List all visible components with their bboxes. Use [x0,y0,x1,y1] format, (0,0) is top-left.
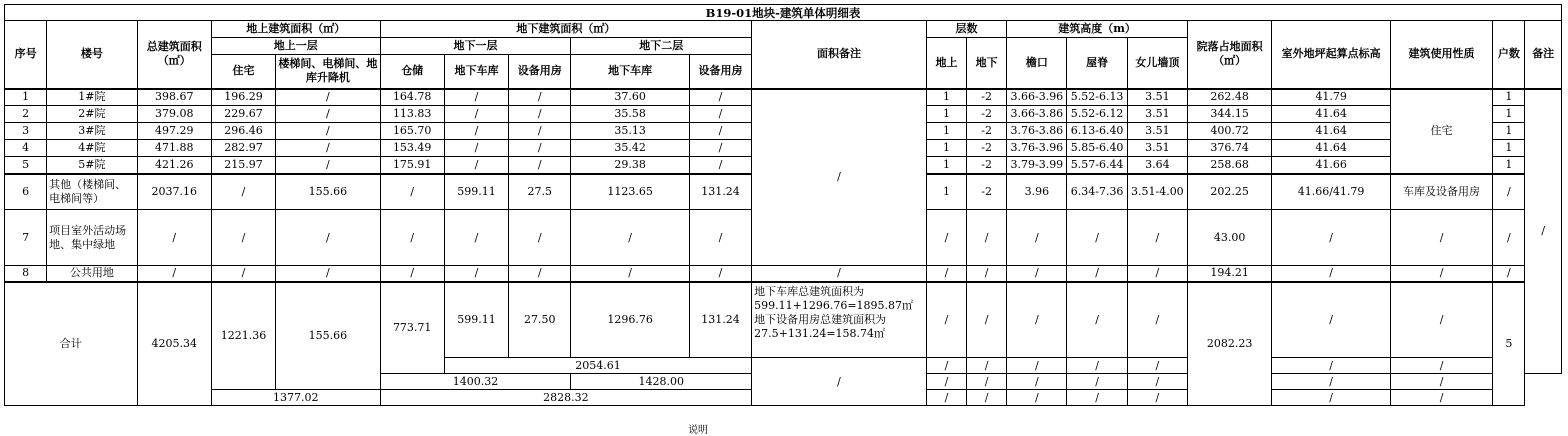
total-area: 4205.34 [137,282,211,406]
header-b2: 地下二层 [571,38,752,55]
cell-yard: 344.15 [1187,106,1271,123]
cell-elev: 41.66 [1272,157,1391,174]
total-ridge: / [1067,282,1127,358]
cell-total: 421.26 [137,157,211,174]
cell-b1-equipment: / [509,266,571,282]
cell-total: 2037.16 [137,174,211,210]
total-households: 5 [1493,282,1525,406]
building-detail-table [4,4,1562,406]
subtotal-b2: 1428.00 [571,374,752,390]
header-b1-garage: 地下车库 [444,55,508,89]
cell-b2-garage: 35.13 [571,123,690,140]
cell-b2-garage: 35.58 [571,106,690,123]
header-area-notes: 面积备注 [752,21,927,89]
cell-seq: 3 [5,123,47,140]
subtotal-slash: / [1127,390,1187,406]
cell-seq: 6 [5,174,47,210]
cell-b1-equipment: / [509,106,571,123]
subtotal-above: 1377.02 [211,390,380,406]
cell-residential: 215.97 [211,157,275,174]
cell-b2-equipment: / [689,266,751,282]
cell-total: / [137,210,211,266]
subtotal-slash: / [1127,358,1187,374]
total-stair: 155.66 [276,282,380,390]
header-b2-equipment: 设备用房 [689,55,751,89]
cell-eave: / [1007,266,1067,282]
cell-residential: / [211,210,275,266]
cell-yard: 376.74 [1187,140,1271,157]
subtotal-below: 2828.32 [380,390,752,406]
table-row [5,266,1562,282]
cell-b2-equipment: 131.24 [689,174,751,210]
subtotal-slash: / [1007,374,1067,390]
cell-remarks: / [1525,89,1562,374]
cell-b1-equipment: / [509,140,571,157]
cell-storage: / [380,266,444,282]
cell-households: 1 [1493,89,1525,106]
cell-residential: 229.67 [211,106,275,123]
cell-residential: / [211,174,275,210]
cell-storage: / [380,210,444,266]
cell-use: / [1390,266,1492,282]
total-yard: 2082.23 [1187,282,1271,406]
cell-ridge: / [1067,266,1127,282]
cell-name: 5#院 [47,157,137,174]
subtotal-slash: / [1007,390,1067,406]
cell-residential: 196.29 [211,89,275,106]
cell-floors-below: / [967,266,1007,282]
cell-floors-below: -2 [967,123,1007,140]
subtotal-slash: / [1390,390,1492,406]
cell-households: / [1493,174,1525,210]
subtotal-slash: / [1007,358,1067,374]
header-use: 建筑使用性质 [1390,21,1492,89]
header-outdoor-elev: 室外地坪起算点标高 [1272,21,1391,89]
header-households: 户数 [1493,21,1525,89]
header-residential: 住宅 [211,55,275,89]
cell-households: 1 [1493,123,1525,140]
cell-b2-garage: / [571,210,690,266]
cell-floors-above: 1 [926,123,966,140]
subtotal-slash: / [926,358,966,374]
cell-b1-garage: / [444,140,508,157]
cell-floors-below: -2 [967,157,1007,174]
cell-name: 项目室外活动场地、集中绿地 [47,210,137,266]
cell-ridge: 5.52-6.13 [1067,89,1127,106]
cell-b2-equipment: / [689,157,751,174]
table-title: B19-01地块-建筑单体明细表 [5,5,1562,21]
cell-total: 497.29 [137,123,211,140]
cell-storage: 164.78 [380,89,444,106]
cell-b1-garage: / [444,89,508,106]
cell-b2-garage: / [571,266,690,282]
header-b2-garage: 地下车库 [571,55,690,89]
header-floors-above: 地上 [926,38,966,89]
subtotal-slash: / [926,390,966,406]
cell-parapet: 3.64 [1127,157,1187,174]
cell-households: 1 [1493,157,1525,174]
cell-seq: 4 [5,140,47,157]
cell-b2-garage: 29.38 [571,157,690,174]
subtotal-slash: / [926,374,966,390]
header-total-area: 总建筑面积（㎡） [137,21,211,89]
cell-eave: 3.76-3.86 [1007,123,1067,140]
cell-total: / [137,266,211,282]
cell-elev: / [1272,210,1391,266]
cell-b1-equipment: / [509,157,571,174]
total-eave: / [1007,282,1067,358]
cell-households: 1 [1493,106,1525,123]
cell-floors-below: -2 [967,89,1007,106]
cell-storage: 113.83 [380,106,444,123]
header-yard-area: 院落占地面积（㎡） [1187,21,1271,89]
cell-ridge: / [1067,210,1127,266]
cell-total: 379.08 [137,106,211,123]
cell-stair: / [276,210,380,266]
cell-seq: 7 [5,210,47,266]
cell-stair: / [276,140,380,157]
subtotal-slash: / [1390,374,1492,390]
cell-b2-garage: 35.42 [571,140,690,157]
header-stair-elev: 楼梯间、电梯间、地库升降机 [276,55,380,89]
cell-yard: 194.21 [1187,266,1271,282]
cell-seq: 1 [5,89,47,106]
cell-elev: 41.64 [1272,106,1391,123]
total-storage: 773.71 [380,282,444,374]
cell-elev: / [1272,266,1391,282]
cell-stair: / [276,89,380,106]
header-above-area: 地上建筑面积（㎡） [211,21,380,38]
cell-seq: 8 [5,266,47,282]
subtotal-slash: / [1272,390,1391,406]
cell-parapet: 3.51 [1127,123,1187,140]
total-use: / [1390,282,1492,358]
cell-parapet: / [1127,266,1187,282]
cell-elev: 41.64 [1272,140,1391,157]
cell-ridge: 5.52-6.12 [1067,106,1127,123]
cell-stair: / [276,106,380,123]
total-parapet: / [1127,282,1187,358]
cell-b1-equipment: / [509,210,571,266]
header-b1: 地下一层 [380,38,571,55]
cell-b1-garage: / [444,266,508,282]
subtotal-slash: / [1127,374,1187,390]
header-parapet: 女儿墙顶 [1127,38,1187,89]
cell-yard: 43.00 [1187,210,1271,266]
cell-b1-garage: / [444,157,508,174]
total-b2-equipment: 131.24 [689,282,751,358]
total-elev: / [1272,282,1391,358]
cell-elev: 41.66/41.79 [1272,174,1391,210]
cell-name: 4#院 [47,140,137,157]
cell-storage: 175.91 [380,157,444,174]
header-floors-below: 地下 [967,38,1007,89]
cell-households: 1 [1493,140,1525,157]
total-floors-below: / [967,282,1007,358]
cell-eave: 3.76-3.96 [1007,140,1067,157]
cell-stair: / [276,266,380,282]
total-label: 合计 [5,282,138,406]
subtotal-slash: / [967,390,1007,406]
subtotal-slash: / [1390,358,1492,374]
total-area-notes: 地下车库总建筑面积为599.11+1296.76=1895.87㎡ 地下设备用房总建筑面积为27.5+131.24=158.74㎡ [752,282,927,358]
cell-eave: 3.96 [1007,174,1067,210]
cell-b2-equipment: / [689,140,751,157]
cell-b1-garage: / [444,106,508,123]
subtotal-garage: 2054.61 [444,358,751,374]
subtotal-slash: / [967,374,1007,390]
cell-storage: / [380,174,444,210]
cell-residential: 296.46 [211,123,275,140]
cell-floors-above: 1 [926,140,966,157]
cell-b1-garage: / [444,210,508,266]
cell-eave: 3.66-3.96 [1007,89,1067,106]
cell-b1-garage: / [444,123,508,140]
header-height: 建筑高度（m） [1007,21,1188,38]
cell-use: 车库及设备用房 [1390,174,1492,210]
cell-floors-above: 1 [926,106,966,123]
header-storage: 仓储 [380,55,444,89]
header-floors: 层数 [926,21,1006,38]
cell-floors-above: 1 [926,174,966,210]
cell-seq: 5 [5,157,47,174]
cell-parapet: 3.51 [1127,89,1187,106]
total-row [5,282,1562,358]
cell-floors-below: / [967,210,1007,266]
cell-yard: 258.68 [1187,157,1271,174]
cell-storage: 165.70 [380,123,444,140]
cell-b2-garage: 37.60 [571,89,690,106]
cell-floors-below: -2 [967,174,1007,210]
header-building-no: 楼号 [47,21,137,89]
detail-table-sheet [4,4,1562,406]
cell-b2-equipment: / [689,123,751,140]
cell-parapet: / [1127,210,1187,266]
cell-eave: 3.66-3.86 [1007,106,1067,123]
cell-b1-garage: 599.11 [444,174,508,210]
cell-b2-equipment: / [689,210,751,266]
cell-eave: 3.79-3.99 [1007,157,1067,174]
header-ridge: 屋脊 [1067,38,1127,89]
cell-residential: 282.97 [211,140,275,157]
total-b2-garage: 1296.76 [571,282,690,358]
cell-name: 1#院 [47,89,137,106]
cell-eave: / [1007,210,1067,266]
header-eave: 檐口 [1007,38,1067,89]
cell-use-residential: 住宅 [1390,89,1492,174]
cell-households: / [1493,210,1525,266]
cell-use: / [1390,210,1492,266]
cell-floors-above: 1 [926,89,966,106]
cell-name: 其他（楼梯间、电梯间等） [47,174,137,210]
total-b1-garage: 599.11 [444,282,508,358]
cell-b1-equipment: / [509,123,571,140]
cell-elev: 41.64 [1272,123,1391,140]
cell-floors-above: 1 [926,157,966,174]
cell-name: 2#院 [47,106,137,123]
cell-elev: 41.79 [1272,89,1391,106]
footer-fragment: 说明 [688,425,708,436]
subtotal-notes: / [752,358,927,406]
cell-ridge: 5.85-6.40 [1067,140,1127,157]
cell-total: 471.88 [137,140,211,157]
subtotal-b1: 1400.32 [380,374,571,390]
cell-b1-equipment: / [509,89,571,106]
subtotal-slash: / [1067,390,1127,406]
cell-seq: 2 [5,106,47,123]
table-row [5,89,1562,106]
subtotal-slash: / [1272,358,1391,374]
cell-floors-above: / [926,210,966,266]
cell-parapet: 3.51 [1127,106,1187,123]
cell-name: 公共用地 [47,266,137,282]
cell-yard: 202.25 [1187,174,1271,210]
subtotal-slash: / [1067,358,1127,374]
subtotal-slash: / [967,358,1007,374]
cell-yard: 262.48 [1187,89,1271,106]
cell-parapet: 3.51-4.00 [1127,174,1187,210]
cell-stair: 155.66 [276,174,380,210]
total-residential: 1221.36 [211,282,275,390]
cell-b2-equipment: / [689,106,751,123]
cell-total: 398.67 [137,89,211,106]
header-b1-equipment: 设备用房 [509,55,571,89]
header-seq: 序号 [5,21,47,89]
cell-area-notes: / [752,89,927,266]
cell-yard: 400.72 [1187,123,1271,140]
subtotal-slash: / [1272,374,1391,390]
cell-parapet: 3.51 [1127,140,1187,157]
cell-b2-garage: 1123.65 [571,174,690,210]
cell-floors-below: -2 [967,106,1007,123]
cell-ridge: 5.57-6.44 [1067,157,1127,174]
subtotal-slash: / [1067,374,1127,390]
total-b1-equipment: 27.50 [509,282,571,358]
cell-floors-below: -2 [967,140,1007,157]
cell-stair: / [276,157,380,174]
cell-area-notes: / [752,266,927,282]
header-above-floor1: 地上一层 [211,38,380,55]
cell-storage: 153.49 [380,140,444,157]
header-below-area: 地下建筑面积（㎡） [380,21,752,38]
cell-ridge: 6.34-7.36 [1067,174,1127,210]
cell-ridge: 6.13-6.40 [1067,123,1127,140]
total-floors-above: / [926,282,966,358]
cell-stair: / [276,123,380,140]
cell-residential: / [211,266,275,282]
cell-name: 3#院 [47,123,137,140]
header-remarks: 备注 [1525,21,1562,89]
cell-floors-above: / [926,266,966,282]
cell-b2-equipment: / [689,89,751,106]
cell-households: / [1493,266,1525,282]
cell-b1-equipment: 27.5 [509,174,571,210]
